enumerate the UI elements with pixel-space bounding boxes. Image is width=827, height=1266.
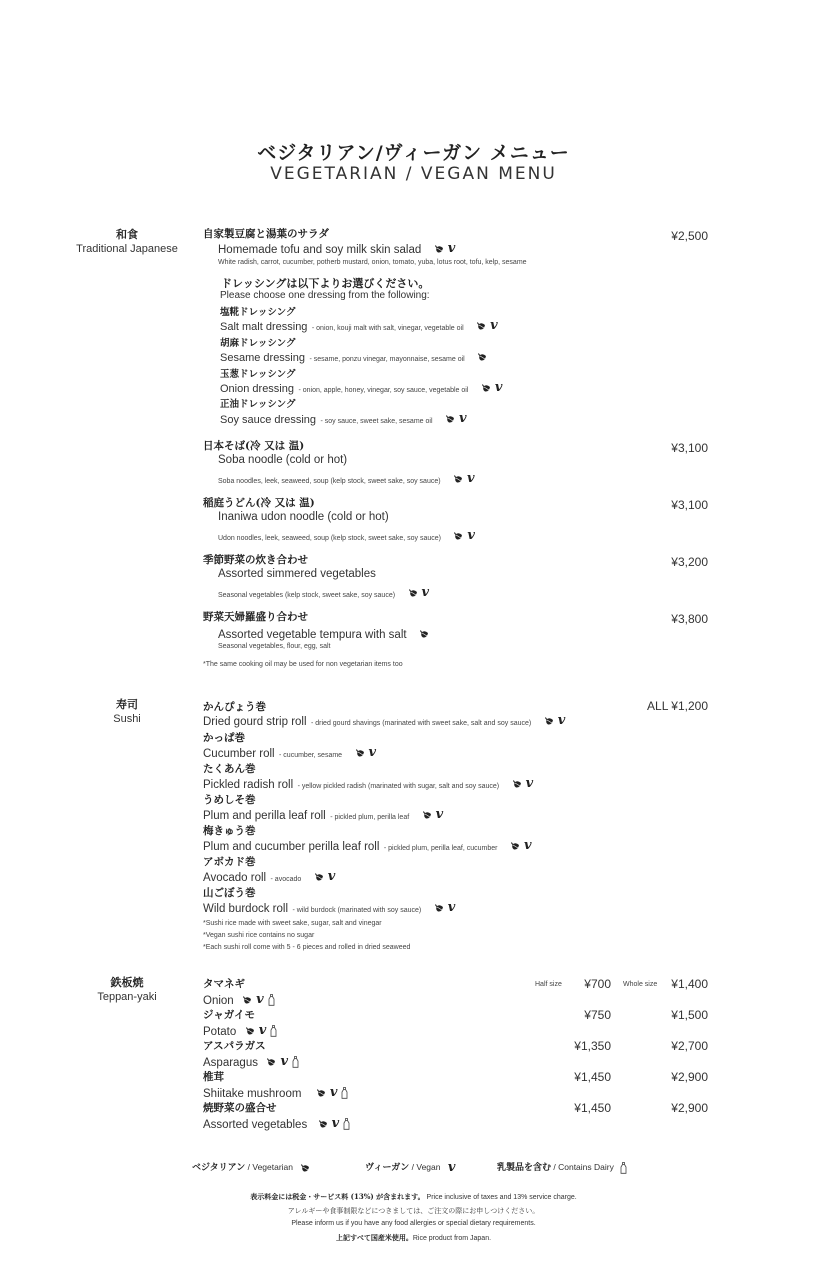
dressing-name-jp: 塩糀ドレッシング bbox=[220, 307, 296, 318]
sushi-price: ALL ¥1,200 bbox=[647, 699, 708, 713]
item-name-jp: 自家製豆腐と湯葉のサラダ bbox=[203, 228, 329, 240]
item-name-en: Inaniwa udon noodle (cold or hot) bbox=[218, 511, 389, 523]
vegan-v-icon: v bbox=[421, 584, 430, 600]
sushi-note: *Each sushi roll come with 5 - 6 pieces and rolled in dried seaweed bbox=[203, 944, 411, 951]
dressing-description: - soy sauce, sweet sake, sesame oil bbox=[320, 418, 433, 426]
vegetarian-leaf-icon bbox=[419, 629, 429, 639]
item-description: - pickled plum, perilla leaf, cucumber bbox=[383, 845, 498, 853]
vegan-v-icon: v bbox=[258, 1022, 267, 1038]
half-price: ¥1,450 bbox=[574, 1101, 611, 1115]
vegetarian-leaf-icon bbox=[512, 779, 522, 789]
legend-dairy-en: / Contains Dairy bbox=[551, 1162, 614, 1172]
menu-item-tempura bbox=[218, 625, 433, 643]
item-name-en: Shiitake mushroom bbox=[203, 1088, 302, 1101]
item-name-en: Dried gourd strip roll bbox=[203, 716, 307, 729]
vegan-v-icon: v bbox=[435, 806, 444, 822]
dressing-prompt-en: Please choose one dressing from the following: bbox=[220, 290, 430, 301]
whole-price: ¥1,500 bbox=[671, 1008, 708, 1022]
vegan-v-icon: v bbox=[490, 317, 498, 333]
footer-allergy-jp: アレルギーや食事制限などにつきましては、ご注文の際にお申しつけください。 bbox=[287, 1208, 540, 1215]
item-description: - yellow pickled radish (marinated with sugar, salt and soy sauce) bbox=[297, 783, 500, 791]
vegan-v-icon: v bbox=[557, 712, 566, 728]
category-name-en: Sushi bbox=[113, 713, 141, 725]
dressing-name-en: Sesame dressing bbox=[220, 352, 305, 365]
dressing-description: - onion, kouji malt with salt, vinegar, vegetable oil bbox=[311, 325, 464, 333]
vegetarian-leaf-icon bbox=[476, 321, 486, 331]
menu-title-en: VEGETARIAN / VEGAN MENU bbox=[270, 164, 557, 184]
category-name-jp: 和食 bbox=[116, 228, 138, 241]
legend-vegan bbox=[365, 1160, 459, 1173]
dairy-bottle-icon bbox=[341, 1087, 348, 1099]
whole-price: ¥1,400 bbox=[671, 977, 708, 991]
vegetarian-leaf-icon bbox=[434, 903, 444, 913]
vegan-v-icon: v bbox=[447, 1159, 456, 1175]
half-price: ¥1,450 bbox=[574, 1070, 611, 1084]
vegan-v-icon: v bbox=[494, 379, 503, 395]
vegetarian-leaf-icon bbox=[422, 810, 432, 820]
dressing-name-en: Onion dressing bbox=[220, 383, 294, 396]
item-name-jp: アボカド巻 bbox=[203, 856, 256, 868]
vegetarian-leaf-icon bbox=[355, 748, 365, 758]
menu-item-udon bbox=[218, 527, 479, 545]
item-name-en: Onion bbox=[203, 995, 234, 1008]
menu-item-cucumber-roll bbox=[203, 744, 380, 762]
item-price: ¥3,100 bbox=[671, 498, 708, 512]
half-price: ¥1,350 bbox=[574, 1039, 611, 1053]
item-name-en: Plum and perilla leaf roll bbox=[203, 810, 326, 823]
dressing-name-jp: 正油ドレッシング bbox=[220, 399, 296, 410]
footer-allergy-en: Please inform us if you have any food allergies or special dietary requirements. bbox=[291, 1220, 536, 1227]
item-description: Soba noodles, leek, seaweed, soup (kelp stock, sweet sake, soy sauce) bbox=[218, 478, 441, 486]
dressing-soy-sauce bbox=[220, 410, 471, 428]
vegetarian-leaf-icon bbox=[510, 841, 520, 851]
dressing-description: - sesame, ponzu vinegar, mayonnaise, sesame oil bbox=[309, 356, 465, 364]
menu-item-soba bbox=[218, 470, 479, 488]
vegetarian-leaf-icon bbox=[453, 474, 463, 484]
item-name-en: Cucumber roll bbox=[203, 748, 275, 761]
vegetarian-leaf-icon bbox=[314, 872, 324, 882]
dairy-bottle-icon bbox=[620, 1162, 627, 1174]
vegetarian-leaf-icon bbox=[245, 1026, 255, 1036]
dressing-name-jp: 玉葱ドレッシング bbox=[220, 369, 296, 380]
category-name-en: Traditional Japanese bbox=[76, 243, 178, 255]
vegetarian-leaf-icon bbox=[544, 716, 554, 726]
menu-item-plum-cucumber-roll bbox=[203, 837, 536, 855]
legend-vegetarian-jp: ベジタリアン bbox=[192, 1163, 246, 1173]
vegan-v-icon: v bbox=[458, 410, 467, 426]
vegetarian-leaf-icon bbox=[434, 244, 444, 254]
category-name-en: Teppan-yaki bbox=[97, 991, 157, 1003]
item-description: White radish, carrot, cucumber, potherb mustard, onion, tomato, yuba, lotus root, tofu, kelp, sesame bbox=[218, 259, 527, 266]
category-name-jp: 寿司 bbox=[116, 698, 138, 711]
sushi-note: *Sushi rice made with sweet sake, sugar, salt and vinegar bbox=[203, 920, 382, 927]
item-name-jp: 梅きゅう巻 bbox=[203, 825, 256, 837]
category-traditional bbox=[72, 228, 182, 256]
legend-vegan-en: / Vegan bbox=[409, 1162, 441, 1172]
item-name-jp: かっぱ巻 bbox=[203, 732, 245, 744]
dressing-prompt-jp: ドレッシングは以下よりお選びください。 bbox=[221, 277, 430, 290]
menu-item-dried-gourd-roll bbox=[203, 712, 569, 730]
vegan-v-icon: v bbox=[467, 527, 475, 543]
item-description: - wild burdock (marinated with soy sauce) bbox=[292, 907, 422, 915]
sushi-note: *Vegan sushi rice contains no sugar bbox=[203, 932, 315, 939]
vegan-v-icon: v bbox=[331, 1115, 340, 1131]
item-name-jp: ジャガイモ bbox=[203, 1009, 255, 1021]
item-price: ¥3,200 bbox=[671, 555, 708, 569]
whole-price: ¥2,900 bbox=[671, 1101, 708, 1115]
item-description: - cucumber, sesame bbox=[279, 752, 343, 760]
item-description: - dried gourd shavings (marinated with sweet sake, salt and soy sauce) bbox=[311, 720, 532, 728]
vegan-v-icon: v bbox=[256, 991, 264, 1007]
vegetarian-leaf-icon bbox=[266, 1057, 276, 1067]
dressing-name-en: Salt malt dressing bbox=[220, 321, 308, 334]
dressing-salt-malt bbox=[220, 317, 502, 335]
footer-tax-en: Price inclusive of taxes and 13% service charge. bbox=[424, 1194, 577, 1201]
item-price: ¥2,500 bbox=[671, 229, 708, 243]
item-description: - pickled plum, perilla leaf bbox=[330, 814, 410, 822]
vegan-v-icon: v bbox=[447, 240, 456, 256]
whole-size-label: Whole size bbox=[623, 981, 658, 988]
item-name-jp: 山ごぼう巻 bbox=[203, 887, 256, 899]
item-price: ¥3,800 bbox=[671, 612, 708, 626]
dairy-bottle-icon bbox=[268, 994, 275, 1006]
vegan-v-icon: v bbox=[467, 470, 475, 486]
footer-tax-note bbox=[0, 1192, 827, 1202]
half-price: ¥700 bbox=[584, 977, 611, 991]
item-name-en: Pickled radish roll bbox=[203, 779, 294, 792]
legend-vegetarian-en: / Vegetarian bbox=[245, 1162, 294, 1172]
vegetarian-leaf-icon bbox=[477, 352, 487, 362]
dairy-bottle-icon bbox=[343, 1118, 350, 1130]
vegetarian-leaf-icon bbox=[445, 414, 455, 424]
vegetarian-leaf-icon bbox=[408, 588, 418, 598]
menu-item-plum-perilla-roll bbox=[203, 806, 447, 824]
half-price: ¥750 bbox=[584, 1008, 611, 1022]
item-name-en: Soba noodle (cold or hot) bbox=[218, 454, 348, 466]
item-name-jp: 椎茸 bbox=[203, 1071, 224, 1083]
category-teppan bbox=[72, 976, 182, 1004]
item-name-en: Homemade tofu and soy milk skin salad bbox=[218, 244, 422, 257]
dressing-onion bbox=[220, 379, 506, 397]
vegetarian-leaf-icon bbox=[300, 1163, 310, 1173]
footer-rice-note bbox=[0, 1233, 827, 1243]
item-name-en: Plum and cucumber perilla leaf roll bbox=[203, 841, 380, 854]
vegetarian-leaf-icon bbox=[318, 1119, 328, 1129]
dairy-bottle-icon bbox=[270, 1025, 277, 1037]
vegan-v-icon: v bbox=[368, 744, 377, 760]
item-name-en: Wild burdock roll bbox=[203, 903, 288, 916]
legend-dairy-jp: 乳製品を含む bbox=[497, 1163, 552, 1173]
category-name-jp: 鉄板焼 bbox=[110, 976, 144, 989]
menu-item-avocado-roll bbox=[203, 868, 339, 886]
vegan-v-icon: v bbox=[525, 775, 534, 791]
item-price: ¥3,100 bbox=[671, 441, 708, 455]
vegan-v-icon: v bbox=[327, 868, 336, 884]
item-name-jp: 野菜天婦羅盛り合わせ bbox=[203, 611, 308, 623]
vegetarian-leaf-icon bbox=[453, 531, 463, 541]
vegetarian-leaf-icon bbox=[481, 383, 491, 393]
menu-item-wild-burdock-roll bbox=[203, 899, 459, 917]
menu-item-simmered-vegetables bbox=[218, 584, 433, 602]
legend-vegetarian bbox=[192, 1160, 314, 1173]
vegetarian-leaf-icon bbox=[242, 995, 252, 1005]
vegetarian-leaf-icon bbox=[316, 1088, 326, 1098]
item-name-en: Avocado roll bbox=[203, 872, 267, 885]
item-name-jp: たくあん巻 bbox=[203, 763, 256, 775]
footer-tax-jp: 表示料金には税金・サービス料 (13%) が含まれます。 bbox=[250, 1192, 425, 1201]
item-name-en: Assorted vegetable tempura with salt bbox=[218, 629, 407, 642]
item-name-jp: 季節野菜の炊き合わせ bbox=[203, 554, 308, 566]
footer-rice-en: Rice product from Japan. bbox=[412, 1235, 492, 1242]
item-description: Udon noodles, leek, seaweed, soup (kelp stock, sweet sake, soy sauce) bbox=[218, 535, 441, 543]
legend-vegan-jp: ヴィーガン bbox=[365, 1163, 410, 1173]
footer-rice-jp: 上記すべて国産米使用。 bbox=[335, 1233, 413, 1242]
item-name-jp: うめしそ巻 bbox=[203, 794, 256, 806]
menu-item-assorted-vegetables bbox=[203, 1115, 354, 1133]
item-name-en: Asparagus bbox=[203, 1057, 258, 1070]
whole-price: ¥2,700 bbox=[671, 1039, 708, 1053]
menu-title-jp: ベジタリアン/ヴィーガン メニュー bbox=[257, 142, 570, 164]
menu-item-tofu-salad bbox=[218, 240, 459, 258]
vegan-v-icon: v bbox=[447, 899, 456, 915]
item-name-jp: タマネギ bbox=[203, 978, 245, 990]
whole-price: ¥2,900 bbox=[671, 1070, 708, 1084]
legend-dairy bbox=[497, 1160, 631, 1174]
item-description: - avocado bbox=[270, 876, 302, 884]
item-name-en: Assorted simmered vegetables bbox=[218, 568, 376, 580]
item-name-jp: かんぴょう巻 bbox=[203, 701, 266, 713]
item-description: Seasonal vegetables, flour, egg, salt bbox=[218, 643, 331, 650]
dressing-name-en: Soy sauce dressing bbox=[220, 414, 316, 427]
dressing-description: - onion, apple, honey, vinegar, soy sauce, vegetable oil bbox=[298, 387, 469, 395]
category-sushi bbox=[72, 698, 182, 726]
dressing-name-jp: 胡麻ドレッシング bbox=[220, 338, 296, 349]
vegan-v-icon: v bbox=[523, 837, 532, 853]
half-size-label: Half size bbox=[535, 981, 562, 988]
item-name-en: Assorted vegetables bbox=[203, 1119, 308, 1132]
item-name-jp: 稲庭うどん(冷 又は 温) bbox=[203, 497, 315, 509]
item-name-jp: 日本そば(冷 又は 温) bbox=[203, 440, 305, 452]
item-name-en: Potato bbox=[203, 1026, 237, 1039]
item-name-jp: 焼野菜の盛合せ bbox=[203, 1102, 277, 1114]
dairy-bottle-icon bbox=[292, 1056, 299, 1068]
item-description: Seasonal vegetables (kelp stock, sweet sake, soy sauce) bbox=[218, 592, 396, 600]
menu-item-pickled-radish-roll bbox=[203, 775, 537, 793]
dressing-sesame bbox=[220, 348, 491, 366]
item-name-jp: アスパラガス bbox=[203, 1040, 266, 1052]
vegan-v-icon: v bbox=[329, 1084, 338, 1100]
vegan-v-icon: v bbox=[280, 1053, 288, 1069]
cooking-oil-note: *The same cooking oil may be used for non vegetarian items too bbox=[203, 661, 403, 668]
